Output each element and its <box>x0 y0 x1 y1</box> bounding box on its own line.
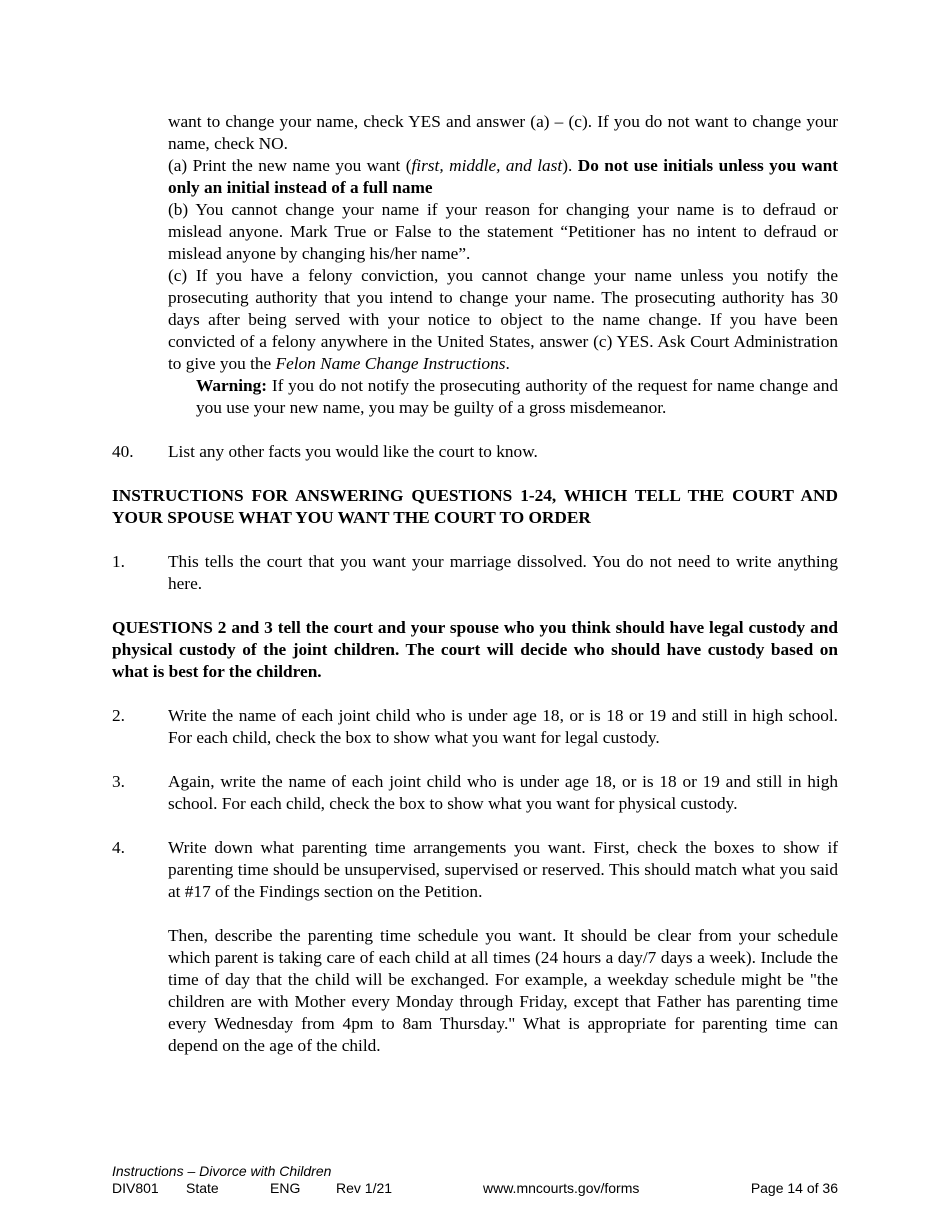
footer-jurisdiction: State <box>186 1180 219 1196</box>
item-text: List any other facts you would like the court to know. <box>168 442 538 461</box>
footer-revision: Rev 1/21 <box>336 1180 393 1196</box>
item-number: 3. <box>112 772 125 791</box>
footer-url[interactable]: www.mncourts.gov/forms <box>483 1180 640 1196</box>
q39-intro: want to change your name, check YES and answer (a) – (c). If you do not want to change your name, check NO. <box>168 112 838 153</box>
item-text: Write down what parenting time arrangements you want. First, check the boxes to show if parenting time should be unsupervised, supervised or reserved. This should match what you said at #17 of the Findings section on the Petition. <box>168 838 838 901</box>
item-number: 4. <box>112 838 125 857</box>
item-text: Then, describe the parenting time schedule you want. It should be clear from your schedule which parent is taking care of each child at all times (24 hours a day/7 days a week). Include the time of day that the child will be exchanged. For example, a weekday schedule might be "the children are with Mother every Monday through Friday, except that Father has parenting time every Wednesday from 4pm to 8am Thursday." What is appropriate for parenting time can depend on the age of the child. <box>168 926 838 1055</box>
question-40 <box>112 441 838 463</box>
q39-part-a: (a) Print the new name you want (first, middle, and last). Do not use initials unless you want only an initial instead of a full name <box>168 156 838 197</box>
instruction-item-3 <box>112 771 838 815</box>
item-text: Write the name of each joint child who is under age 18, or is 18 or 19 and still in high school. For each child, check the box to show what you want for legal custody. <box>168 706 838 747</box>
instruction-item-4-continued <box>168 925 838 1057</box>
section-heading-2-3: QUESTIONS 2 and 3 tell the court and your spouse who you think should have legal custody and physical custody of the joint children. The court will decide who should have custody based on what is best for the children. <box>112 618 838 681</box>
warning-label: Warning: <box>196 376 268 395</box>
page-footer <box>112 1163 838 1197</box>
item-number: 2. <box>112 706 125 725</box>
instruction-item-2 <box>112 705 838 749</box>
document-body <box>112 111 838 1057</box>
item-text: This tells the court that you want your marriage dissolved. You do not need to write anything here. <box>168 552 838 593</box>
instruction-item-4 <box>112 837 838 903</box>
warning-text: If you do not notify the prosecuting authority of the request for name change and you use your new name, you may be guilty of a gross misdemeanor. <box>196 376 838 417</box>
footer-title: Instructions – Divorce with Children <box>112 1163 332 1179</box>
footer-form-id: DIV801 <box>112 1180 159 1196</box>
q39-part-b: (b) You cannot change your name if your reason for changing your name is to defraud or mislead anyone. Mark True or False to the statement “Petitioner has no intent to defraud or mislead anyone by changing his/her name”. <box>168 200 838 263</box>
question-39-continuation <box>168 111 838 375</box>
warning-note <box>196 375 838 419</box>
q39-part-c: (c) If you have a felony conviction, you cannot change your name unless you notify the prosecuting authority that you intend to change your name. The prosecuting authority has 30 days after being served with your notice to object to the name change. If you have been convicted of a felony anywhere in the United States, answer (c) YES. Ask Court Administration to give you the Felon Name Change Instructions. <box>168 266 838 373</box>
section-heading-1-24: INSTRUCTIONS FOR ANSWERING QUESTIONS 1-24, WHICH TELL THE COURT AND YOUR SPOUSE WHAT YOU WANT THE COURT TO ORDER <box>112 486 838 527</box>
item-text: Again, write the name of each joint child who is under age 18, or is 18 or 19 and still in high school. For each child, check the box to show what you want for physical custody. <box>168 772 838 813</box>
footer-page-number: Page 14 of 36 <box>750 1180 838 1196</box>
footer-language: ENG <box>270 1180 301 1196</box>
item-number: 40. <box>112 442 134 461</box>
item-number: 1. <box>112 552 125 571</box>
instruction-item-1 <box>112 551 838 595</box>
